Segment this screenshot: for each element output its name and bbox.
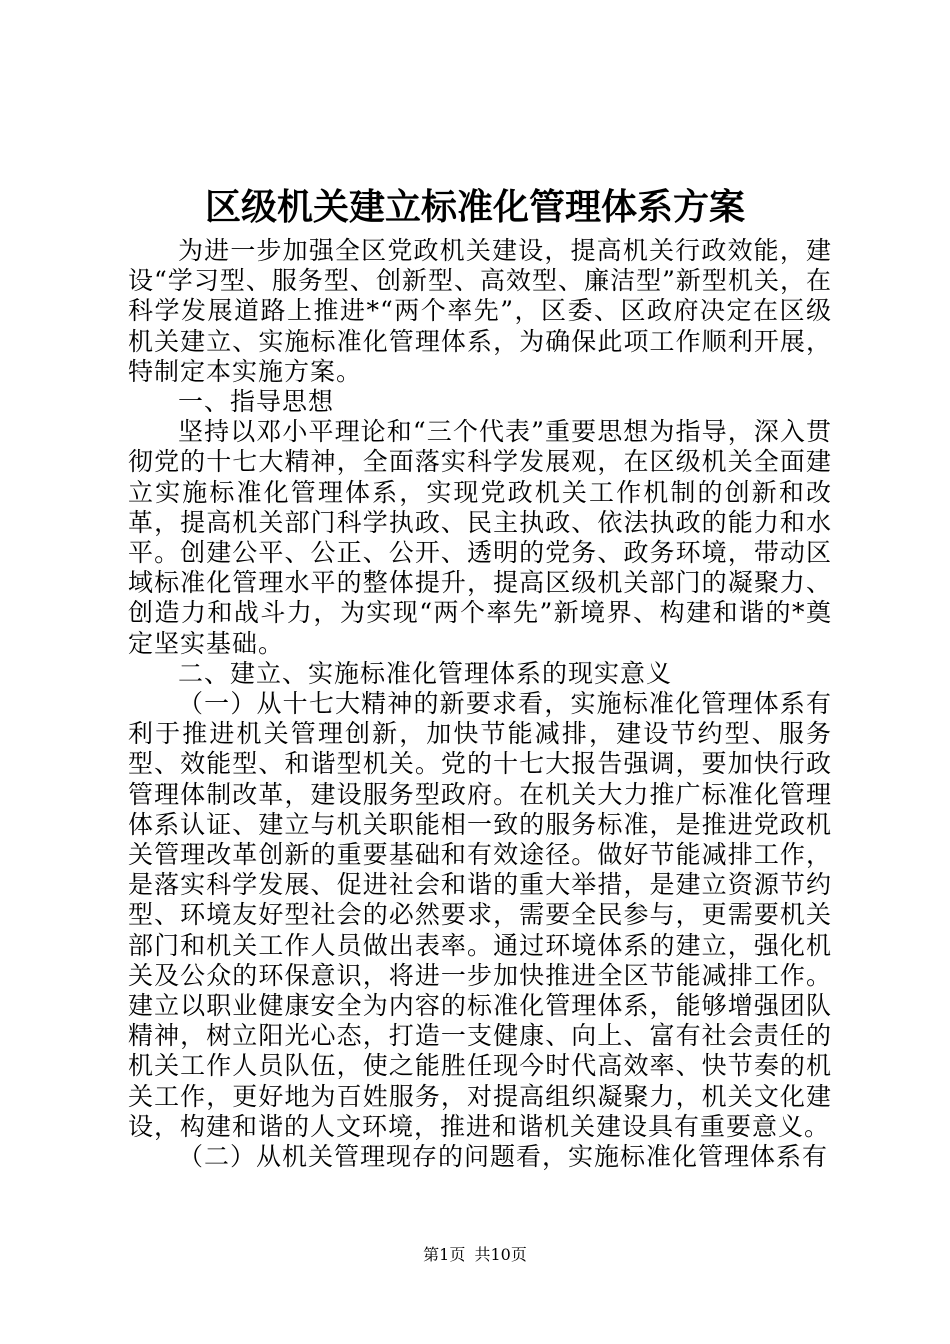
page-number: 第1页 (423, 1245, 466, 1264)
section-2-subsection-2: （二）从机关管理现存的问题看，实施标准化管理体系有 (178, 1142, 829, 1172)
page-total: 共10页 (474, 1245, 527, 1264)
document-title: 区级机关建立标准化管理体系方案 (204, 186, 745, 228)
section-2-subsection-1: （一）从十七大精神的新要求看，实施标准化管理体系有利于推进机关管理创新，加快节能减排，建设节约型、服务型、效能型、和谐型机关。党的十七大报告强调，要加快行政管理体制改革，建设服务型政府。在机关大力推广标准化管理体系认证、建立与机关职能相一致的服务标准，是推进党政机关管理改革创新的重要基础和有效途径。做好节能减排工作，是落实科学发展、促进社会和谐的重大举措，是建立资源节约型、环境友好型社会的必然要求，需要全民参与，更需要机关部门和机关工作人员做出表率。通过环境体系的建立，强化机关及公众的环保意识，将进一步加快推进全区节能减排工作。建立以职业健康安全为内容的标准化管理体系，能够增强团队精神，树立阳光心态，打造一支健康、向上、富有社会责任的机关工作人员队伍，使之能胜任现今时代高效率、快节奏的机关工作，更好地为百姓服务，对提高组织凝聚力，机关文化建设，构建和谐的人文环境，推进和谐机关建设具有重要意义。 (128, 689, 832, 1141)
section-heading-2: 二、建立、实施标准化管理体系的现实意义 (178, 658, 673, 688)
document-body (128, 236, 832, 1172)
section-heading-1: 一、指导思想 (178, 387, 335, 417)
section-1-paragraph: 坚持以邓小平理论和“三个代表”重要思想为指导，深入贯彻党的十七大精神，全面落实科学发展观，在区级机关全面建立实施标准化管理体系，实现党政机关工作机制的创新和改革，提高机关部门科学执政、民主执政、依法执政的能力和水平。创建公平、公正、公开、透明的党务、政务环境，带动区域标准化管理水平的整体提升，提高区级机关部门的凝聚力、创造力和战斗力，为实现“两个率先”新境界、构建和谐的*奠定坚实基础。 (128, 417, 832, 658)
page-footer (0, 1245, 950, 1265)
intro-paragraph: 为进一步加强全区党政机关建设，提高机关行政效能，建设“学习型、服务型、创新型、高效型、廉洁型”新型机关，在科学发展道路上推进*“两个率先”，区委、区政府决定在区级机关建立、实施标准化管理体系，为确保此项工作顺利开展，特制定本实施方案。 (128, 236, 832, 386)
